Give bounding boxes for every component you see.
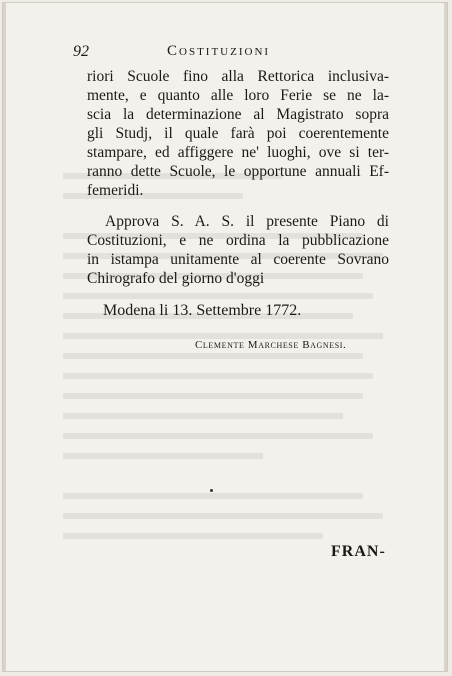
paragraph-1 — [87, 67, 389, 200]
text-line: Costituzioni, e ne ordina la pubblicazione — [87, 232, 389, 249]
paragraph-2 — [87, 212, 389, 288]
running-head: Costituzioni — [167, 43, 271, 59]
text-line: ranno dette Scuole, le opportune annuali Ef- — [87, 163, 389, 180]
text-line: femeridi. — [87, 182, 144, 199]
text-line: scia la determinazione al Magistrato sopra — [87, 106, 389, 123]
text-line: mente, e quanto alle loro Ferie se ne la- — [87, 87, 389, 104]
text-line: stampare, ed affiggere ne' luoghi, ove si ter- — [87, 144, 389, 161]
page-header — [3, 43, 447, 67]
text-line: Approva S. A. S. il presente Piano di — [105, 213, 389, 230]
catchword: FRAN- — [331, 543, 386, 560]
date-line: Modena li 13. Settembre 1772. — [103, 302, 302, 319]
page-number: 92 — [73, 43, 89, 60]
text-line: Chirografo del giorno d'oggi — [87, 270, 265, 287]
page-edge-left — [3, 3, 6, 671]
text-line: in istampa unitamente al coerente Sovrano — [87, 251, 389, 268]
text-line: gli Studj, il quale farà poi coerentemente — [87, 125, 389, 142]
signature: Clemente Marchese Bagnesi. — [195, 339, 347, 351]
text-line: riori Scuole fino alla Rettorica inclusiva- — [87, 68, 389, 85]
ink-dot — [210, 489, 213, 492]
book-page — [2, 2, 448, 672]
page-edge-right — [444, 3, 447, 671]
